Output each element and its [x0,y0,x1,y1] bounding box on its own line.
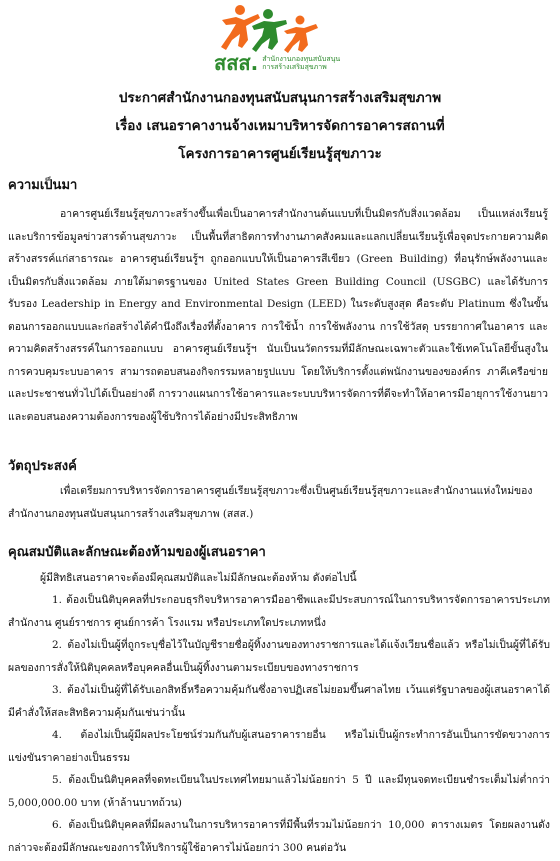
objective-heading: วัตถุประสงค์ [8,459,77,474]
logo-subtitle-line2: การสร้างเสริมสุขภาพ [262,63,327,71]
logo-text [214,52,354,74]
qualification-item-1: 1. ต้องเป็นนิติบุคคลที่ประกอบธุรกิจบริหารอาคารมืออาชีพและมีประสบการณ์ในการบริหารจัดการอาคารประเภทสำนักงาน ศูนย์ราชการ ศูนย์การค้า โรงแรม หรือประเภทใดประเภทหนึ่ง [8,594,550,629]
objective-paragraph: เพื่อเตรียมการบริหารจัดการอาคารศูนย์เรียนรู้สุขภาวะซึ่งเป็นศูนย์เรียนรู้สุขภาวะและสำนักงานแห่งใหม่ของสำนักงานกองทุนสนับสนุนการสร้างเสริมสุขภาพ (สสส.) [8,485,533,520]
qualification-item-6: 6. ต้องเป็นนิติบุคคลที่มีผลงานในการบริหารอาคารที่มีพื้นที่รวมไม่น้อยกว่า 10,000 ตารางเมตร โดยผลงานดังกล่าวจะต้องมีลักษณะของการให้บริการผู้ใช้อาคารไม่น้อยกว่า 300 คนต่อวัน [8,819,550,854]
logo-brand: สสส. [214,51,259,75]
qualifications-heading: คุณสมบัติและลักษณะต้องห้ามของผู้เสนอราคา [8,545,266,560]
announcement-title: ประกาศสำนักงานกองทุนสนับสนุนการสร้างเสริมสุขภาพ [118,90,442,106]
logo [0,0,560,80]
qualification-item-2: 2. ต้องไม่เป็นผู้ที่ถูกระบุชื่อไว้ในบัญชีรายชื่อผู้ทิ้งงานของทางราชการและได้แจ้งเวียนชื่อแล้ว หรือไม่เป็นผู้ที่ได้รับผลของการสั่งให้นิติบุคคลหรือบุคคลอื่นเป็นผู้ทิ้งงานตามระเบียบของทางราชการ [8,639,550,674]
project-name: โครงการอาคารศูนย์เรียนรู้สุขภาวะ [178,146,382,162]
announcement-subject: เรื่อง เสนอราคางานจ้างเหมาบริหารจัดการอาคารสถานที่ [115,118,445,134]
background-paragraph: อาคารศูนย์เรียนรู้สุขภาวะสร้างขึ้นเพื่อเป็นอาคารสำนักงานต้นแบบที่เป็นมิตรกับสิ่งแวดล้อม เป็นแหล่งเรียนรู้และบริการข้อมูลข่าวสารด้านสุขภาวะ เป็นพื้นที่สาธิตการทำงานภาคสังคมและแลกเปลี่ยนเรียนรู้เพื่อจุดประกายความคิดสร้างสรรค์แก่สาธารณะ อาคารศูนย์เรียนรู้ฯ ถูกออกแบบให้เป็นอาคารสีเขียว (Green Building) ที่อนุรักษ์พลังงานและเป็นมิตรกับสิ่งแวดล้อม ภายใต้มาตรฐานของ United States Green Building Council (USGBC) และได้รับการรับรอง Leadership in Energy and Environmental Design (LEED) ในระดับสูงสุด คือระดับ Platinum ซึ่งในขั้นตอนการออกแบบและก่อสร้างได้คำนึงถึงเรื่องที่ตั้งอาคาร การใช้น้ำ การใช้พลังงาน การใช้วัสดุ บรรยากาศในอาคาร และความคิดสร้างสรรค์ในการออกแบบ อาคารศูนย์เรียนรู้ฯ นับเป็นนวัตกรรมที่มีลักษณะเฉพาะตัวและใช้เทคโนโลยีขั้นสูงในการควบคุมระบบอาคาร สามารถตอบสนองกิจกรรมหลายรูปแบบ โดยให้บริการตั้งแต่พนักงานของของค์กร ภาคีเครือข่าย และประชาชนทั่วไปได้เป็นอย่างดี การวางแผนการใช้อาคารและระบบบริหารจัดการที่ดีจะทำให้อาคารมีอายุการใช้งานยาวและตอบสนองความต้องการของผู้ใช้บริการได้อย่างมีประสิทธิภาพ [8,208,548,423]
qualification-item-3: 3. ต้องไม่เป็นผู้ที่ได้รับเอกสิทธิ์หรือความคุ้มกันซึ่งอาจปฏิเสธไม่ยอมขึ้นศาลไทย เว้นแต่รัฐบาลของผู้เสนอราคาได้มีคำสั่งให้สละสิทธิความคุ้มกันเช่นว่านั้น [8,684,550,719]
logo-subtitle-line1: สำนักงานกองทุนสนับสนุน [262,55,341,63]
qualifications-intro: ผู้มีสิทธิเสนอราคาจะต้องมีคุณสมบัติและไม่มีลักษณะต้องห้าม ดังต่อไปนี้ [40,572,357,584]
qualification-item-4: 4. ต้องไม่เป็นผู้มีผลประโยชน์ร่วมกันกับผู้เสนอราคารายอื่น หรือไม่เป็นผู้กระทำการอันเป็นการขัดขวางการแข่งขันราคาอย่างเป็นธรรม [8,729,550,764]
background-heading: ความเป็นมา [8,178,78,193]
qualification-item-5: 5. ต้องเป็นนิติบุคคลที่จดทะเบียนในประเทศไทยมาแล้วไม่น้อยกว่า 5 ปี และมีทุนจดทะเบียนชำระเต็มไม่ต่ำกว่า 5,000,000.00 บาท (ห้าล้านบาทถ้วน) [8,774,550,809]
logo-figures-icon [0,0,560,56]
logo-subtitle [262,55,340,71]
